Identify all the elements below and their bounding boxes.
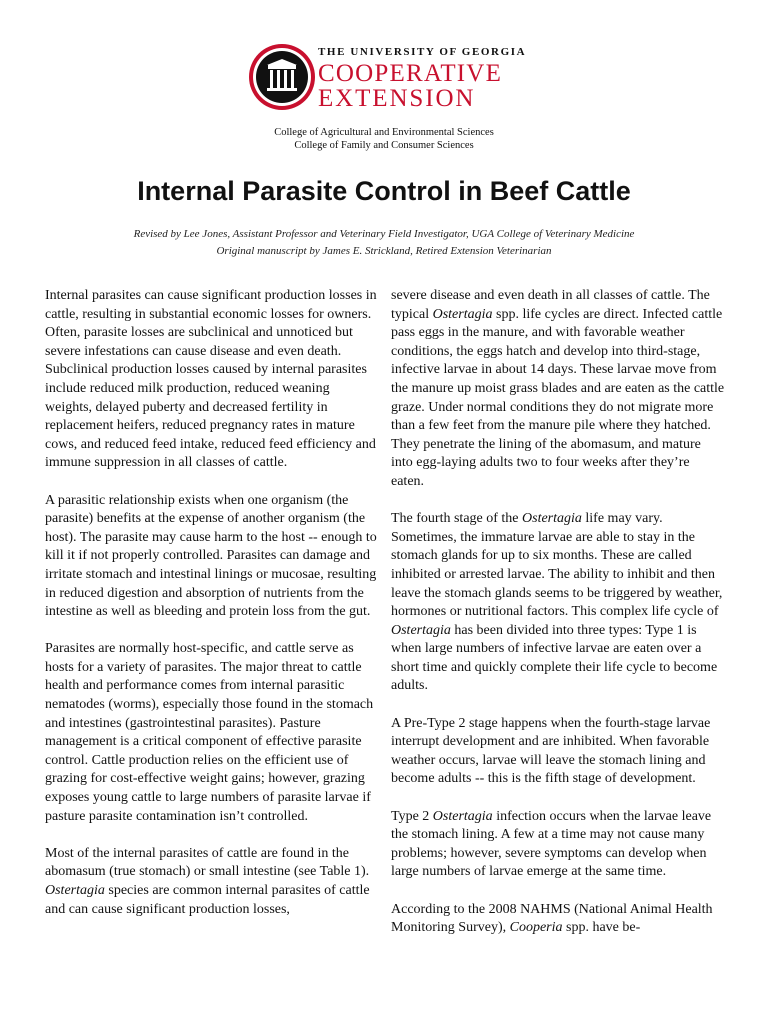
header — [0, 44, 768, 154]
paragraph: Parasites are normally host-specific, and cattle serve as hosts for a variety of parasites. The major threat to cattle health and performance comes from internal parasitic nematodes (worms), especially those found in the stomach and intestines (gastrointestinal parasites). Pasture management is a critical component of effective parasite control. Cattle production relies on the efficient use of grazing for cost-effective weight gains; however, grazing exposes young cattle to large numbers of parasite larvae if pasture parasite contamination isn’t controlled. — [45, 641, 374, 824]
paragraph — [391, 901, 725, 938]
genus-name: Ostertagia — [432, 306, 493, 322]
revised-by: Revised by Lee Jones, Assistant Professor and Veterinary Field Investigator, UGA College of Veterinary Medicine — [133, 228, 635, 240]
paragraph — [391, 510, 725, 696]
genus-name: Ostertagia — [432, 808, 493, 824]
text-run: The fourth stage of the — [391, 511, 523, 527]
unit-name-line2: EXTENSION — [318, 85, 476, 112]
college-list — [0, 126, 768, 152]
paragraph — [391, 808, 725, 882]
unit-name-line1: COOPERATIVE — [318, 60, 503, 87]
text-run: According to the 2008 NAHMS (National Animal Health Monitoring Survey), — [391, 901, 713, 936]
text-run: Type 2 — [391, 808, 433, 824]
paragraph: A parasitic relationship exists when one organism (the parasite) benefits at the expense of another organism (the host). The parasite may cause harm to the host -- enough to kill it if not properly controlled. Parasites can damage and irritate stomach and intestinal linings or mucosae, resulting in reduced digestion and absorption of nutrients from the intestine as well as bleeding and protein loss from the gut. — [45, 492, 377, 620]
right-column — [391, 287, 725, 956]
original-by: Original manuscript by James E. Strickland, Retired Extension Veterinarian — [216, 245, 552, 257]
university-name: THE UNIVERSITY OF GEORGIA — [318, 46, 527, 58]
text-run: life may vary. Sometimes, the immature larvae are able to stay in the stomach glands for up to six months. These are called inhibited or arrested larvae. The ability to inhibit and then leave the stomach glands seems to be triggered by weather, hormones or nutritional factors. This complex life cycle of — [391, 511, 723, 620]
college-name: College of Family and Consumer Sciences — [294, 140, 474, 151]
author-credits — [0, 226, 768, 260]
text-run: species are common internal parasites of cattle and can cause significant production losses, — [45, 883, 370, 917]
text-run: spp. life cycles are direct. Infected cattle pass eggs in the manure, and with favorable weather conditions, the eggs hatch and develop into third-stage, infective larvae in about 14 days. These larvae move from the manure up moist grass blades and are eaten as the cattle graze. Under normal conditions they do not migrate more than a few feet from the manure pile where they hatched. They penetrate the lining of the abomasum, and mature into egg-laying adults two to four weeks after they’re eaten. — [391, 306, 725, 489]
text-run: infection occurs when the larvae leave the stomach lining. A few at a time may not cause many problems; however, severe symptoms can develop when large numbers of larvae emerge at the same time. — [391, 808, 712, 880]
genus-name: Ostertagia — [391, 622, 451, 638]
paragraph: A Pre-Type 2 stage happens when the fourth-stage larvae interrupt development and are inhibited. When favorable weather occurs, larvae will leave the stomach lining and become adults -- this is the fifth stage of development. — [391, 715, 711, 787]
uga-arch-logo-icon — [249, 44, 315, 110]
org-name — [318, 46, 526, 112]
paragraph — [45, 845, 379, 919]
text-run: severe disease and even death in all classes of cattle. The typical — [391, 288, 710, 322]
text-run: has been divided into three types: Type 1 is when large numbers of infective larvae are eaten over a short time and quickly complete their life cycle to become adults. — [391, 622, 718, 694]
left-column — [45, 287, 379, 938]
paragraph — [391, 287, 725, 492]
paragraph: Internal parasites can cause significant production losses in cattle, resulting in substantial economic losses for owners. Often, parasite losses are subclinical and unnoticed but severe infestations can cause disease and even death. Subclinical production losses caused by internal parasites include reduced milk production, reduced weaning weights, delayed puberty and decreased fertility in replacement heifers, reduced pregnancy rates in mature cows, and reduced feed intake, reduced feed efficiency and immune suppression in all classes of cattle. — [45, 288, 377, 471]
genus-name: Cooperia — [509, 920, 563, 936]
text-run: Most of the internal parasites of cattle are found in the abomasum (true stomach) or small intestine (see Table 1). — [45, 845, 370, 880]
text-run: spp. have be- — [562, 920, 641, 936]
college-name: College of Agricultural and Environmental Sciences — [274, 127, 494, 138]
document-title: Internal Parasite Control in Beef Cattle — [137, 176, 631, 206]
genus-name: Ostertagia — [45, 883, 105, 898]
genus-name: Ostertagia — [522, 511, 582, 527]
